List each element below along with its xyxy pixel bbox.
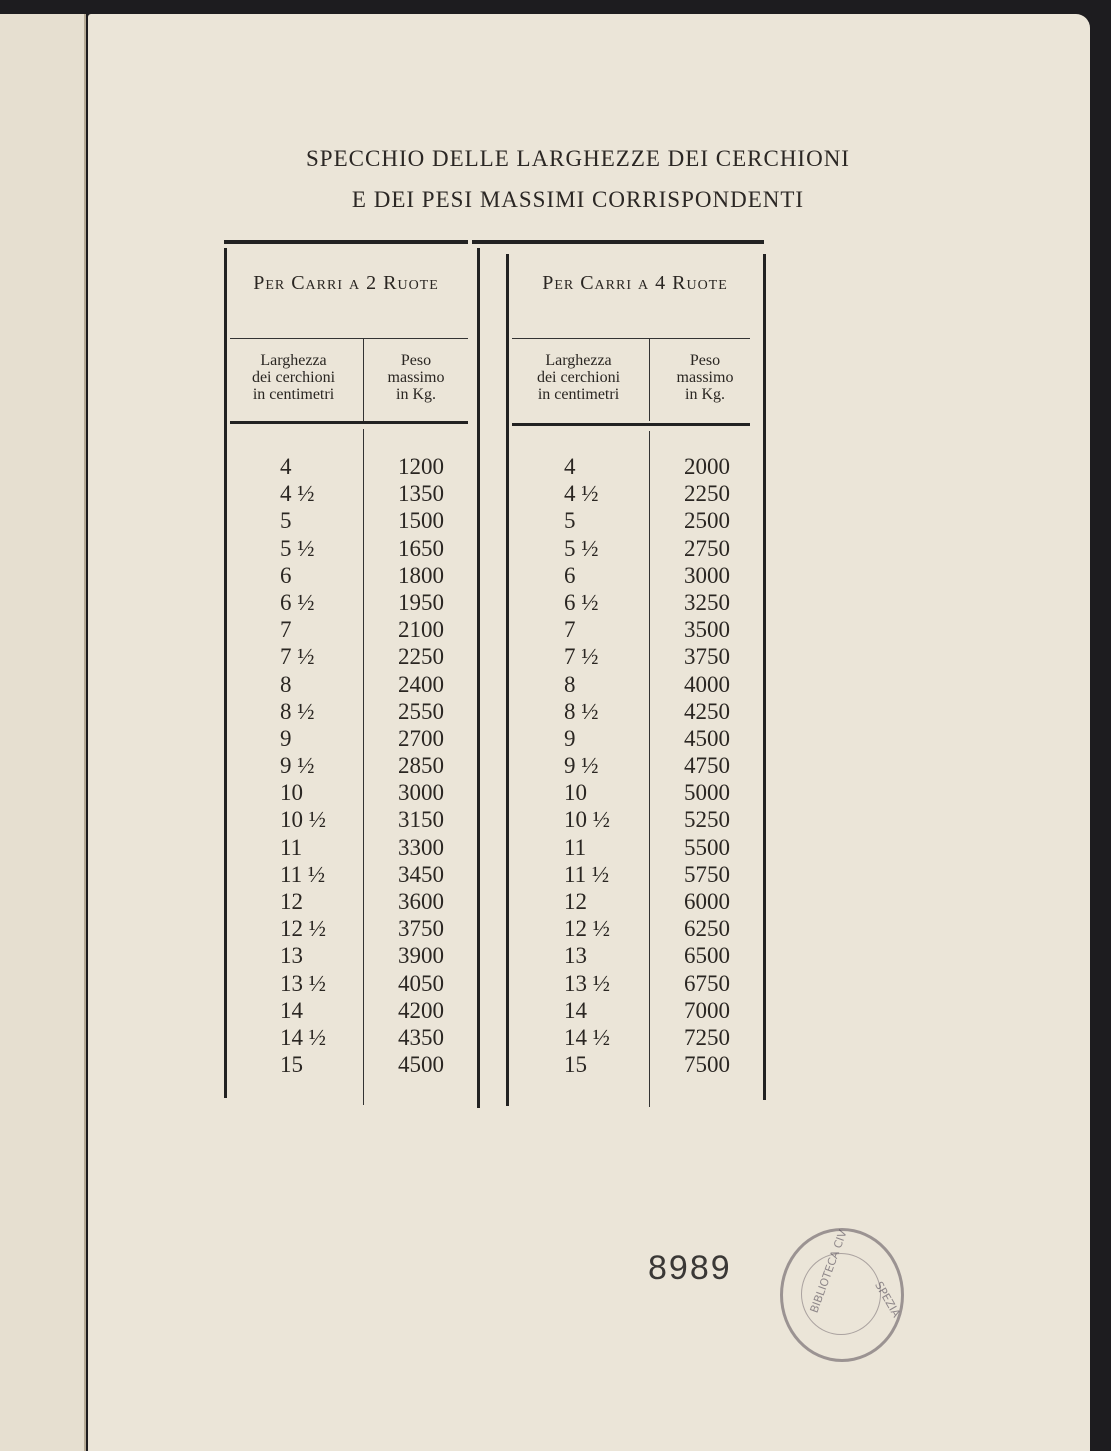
- table-row: [564, 671, 734, 698]
- width-cell: 14 ½: [280, 1024, 326, 1050]
- weight-cell: 6750: [684, 970, 730, 996]
- width-cell: 5: [564, 508, 576, 534]
- width-cell: 15: [564, 1052, 587, 1078]
- table-row: [280, 698, 448, 725]
- table-row: [564, 535, 734, 562]
- weight-cell: 7000: [684, 997, 730, 1023]
- table-row: [280, 562, 448, 589]
- weight-cell: 6250: [684, 916, 730, 942]
- weight-cell: 7500: [684, 1052, 730, 1078]
- table-row: [280, 589, 448, 616]
- width-cell: 9: [280, 725, 292, 751]
- table-row: [280, 834, 448, 861]
- weight-cell: 3750: [398, 916, 444, 942]
- weight-cell: 7250: [684, 1024, 730, 1050]
- stamp-text-1: BIBLIOTECA CIV: [807, 1228, 850, 1315]
- weight-cell: 2700: [398, 725, 444, 751]
- weight-cell: 3500: [684, 617, 730, 643]
- table-row: [564, 1024, 734, 1051]
- width-cell: 9 ½: [280, 753, 315, 779]
- table-row: [564, 480, 734, 507]
- table-row: [280, 970, 448, 997]
- weight-cell: 3250: [684, 589, 730, 615]
- width-cell: 4 ½: [280, 481, 315, 507]
- width-cell: 13 ½: [280, 970, 326, 996]
- table-row: [564, 1051, 734, 1078]
- weight-cell: 2100: [398, 617, 444, 643]
- width-cell: 8: [564, 671, 576, 697]
- column-header-width: Larghezza dei cerchioni in centimetri: [536, 352, 621, 403]
- weight-cell: 3150: [398, 807, 444, 833]
- table-row: [280, 942, 448, 969]
- width-cell: 11 ½: [280, 861, 326, 887]
- table-row: [280, 997, 448, 1024]
- width-cell: 10: [564, 780, 587, 806]
- table-row: [280, 888, 448, 915]
- column-header-width: Larghezza dei cerchioni in centimetri: [251, 352, 336, 403]
- section-title-four-wheels: Per Carri a 4 Ruote: [542, 272, 728, 294]
- table-row: [564, 942, 734, 969]
- table-row: [564, 453, 734, 480]
- table-row: [564, 888, 734, 915]
- width-cell: 13: [564, 943, 587, 969]
- table-row: [280, 643, 448, 670]
- weight-cell: 4000: [684, 671, 730, 697]
- weight-cell: 2250: [398, 644, 444, 670]
- weight-cell: 4200: [398, 997, 444, 1023]
- table-row: [564, 616, 734, 643]
- weight-cell: 1200: [398, 454, 444, 479]
- table-row: [564, 562, 734, 589]
- width-cell: 7: [564, 617, 576, 643]
- table-right-border: [763, 254, 766, 1100]
- rows-two-wheels: [280, 453, 448, 1078]
- width-cell: 5 ½: [564, 535, 599, 561]
- weight-cell: 3900: [398, 943, 444, 969]
- weight-cell: 4350: [398, 1024, 444, 1050]
- table-row: [564, 752, 734, 779]
- weight-cell: 2250: [684, 481, 730, 507]
- width-cell: 7 ½: [280, 644, 315, 670]
- weight-cell: 1950: [398, 589, 444, 615]
- weight-cell: 2550: [398, 698, 444, 724]
- width-cell: 11: [280, 834, 303, 860]
- rows-four-wheels: [564, 453, 734, 1078]
- weight-cell: 6500: [684, 943, 730, 969]
- document-title-line-1: SPECCHIO DELLE LARGHEZZE DEI CERCHIONI: [306, 146, 850, 171]
- table-row: [564, 997, 734, 1024]
- width-cell: 12: [564, 889, 587, 914]
- width-cell: 11 ½: [564, 861, 610, 887]
- width-cell: 4: [564, 454, 576, 479]
- table-row: [280, 535, 448, 562]
- table-row: [564, 861, 734, 888]
- weight-cell: 1800: [398, 562, 444, 588]
- shelfmark-number: 8989: [648, 1249, 732, 1287]
- weight-cell: 3750: [684, 644, 730, 670]
- table-row: [564, 970, 734, 997]
- width-cell: 8 ½: [564, 698, 599, 724]
- width-cell: 14: [564, 997, 587, 1023]
- width-cell: 12: [280, 889, 303, 914]
- header-bottom-rule: [230, 421, 468, 424]
- weight-cell: 5500: [684, 834, 730, 860]
- table-row: [280, 752, 448, 779]
- width-cell: 6: [280, 562, 292, 588]
- width-cell: 10: [280, 780, 303, 806]
- table-row: [280, 507, 448, 534]
- table-row: [280, 779, 448, 806]
- width-cell: 6 ½: [564, 589, 599, 615]
- table-row: [280, 1051, 448, 1078]
- width-cell: 8: [280, 671, 292, 697]
- table-row: [564, 834, 734, 861]
- width-cell: 5: [280, 508, 292, 534]
- weight-cell: 3000: [684, 562, 730, 588]
- table-row: [564, 806, 734, 833]
- width-cell: 15: [280, 1052, 303, 1078]
- weight-cell: 3300: [398, 834, 444, 860]
- table-top-rule: [224, 240, 468, 244]
- table-right-border: [477, 248, 480, 1108]
- table-row: [280, 480, 448, 507]
- width-cell: 10 ½: [564, 807, 610, 833]
- width-cell: 5 ½: [280, 535, 315, 561]
- stamp-text-2: SPEZIA: [872, 1279, 903, 1320]
- weight-cell: 3450: [398, 861, 444, 887]
- header-bottom-rule: [512, 423, 750, 426]
- width-cell: 7: [280, 617, 292, 643]
- table-row: [564, 643, 734, 670]
- table-row: [564, 589, 734, 616]
- width-cell: 4 ½: [564, 481, 599, 507]
- table-row: [280, 861, 448, 888]
- weight-cell: 1500: [398, 508, 444, 534]
- width-cell: 6: [564, 562, 576, 588]
- column-header-weight: Peso massimo in Kg.: [387, 352, 445, 403]
- width-cell: 13 ½: [564, 970, 610, 996]
- width-cell: 9: [564, 725, 576, 751]
- table-row: [280, 806, 448, 833]
- table-row: [564, 507, 734, 534]
- weight-cell: 5000: [684, 780, 730, 806]
- width-cell: 14: [280, 997, 303, 1023]
- table-row: [564, 915, 734, 942]
- width-cell: 7 ½: [564, 644, 599, 670]
- table-row: [564, 779, 734, 806]
- weight-cell: 3000: [398, 780, 444, 806]
- width-cell: 12 ½: [280, 916, 326, 942]
- width-cell: 11: [564, 834, 587, 860]
- table-row: [564, 698, 734, 725]
- column-header-weight: Peso massimo in Kg.: [676, 352, 734, 403]
- table-row: [280, 1024, 448, 1051]
- section-title-two-wheels: Per Carri a 2 Ruote: [253, 272, 439, 294]
- header-rule: [512, 338, 750, 339]
- width-cell: 8 ½: [280, 698, 315, 724]
- facing-page-edge: [0, 14, 86, 1451]
- table-row: [280, 616, 448, 643]
- table-row: [280, 453, 448, 480]
- weight-cell: 4050: [398, 970, 444, 996]
- weight-cell: 4500: [398, 1052, 444, 1078]
- document-title-line-2: E DEI PESI MASSIMI CORRISPONDENTI: [351, 187, 805, 212]
- weight-cell: 1650: [398, 535, 444, 561]
- weight-cell: 4500: [684, 725, 730, 751]
- weight-cell: 2000: [684, 454, 730, 479]
- width-cell: 13: [280, 943, 303, 969]
- table-row: [564, 725, 734, 752]
- weight-cell: 4750: [684, 753, 730, 779]
- weight-cell: 2500: [684, 508, 730, 534]
- width-cell: 9 ½: [564, 753, 599, 779]
- library-stamp: [780, 1228, 904, 1362]
- width-cell: 4: [280, 454, 292, 479]
- header-rule: [230, 338, 468, 339]
- weight-cell: 6000: [684, 889, 730, 914]
- weight-cell: 2400: [398, 671, 444, 697]
- table-row: [280, 915, 448, 942]
- weight-cell: 1350: [398, 481, 444, 507]
- weight-cell: 2750: [684, 535, 730, 561]
- weight-cell: 5750: [684, 861, 730, 887]
- width-cell: 10 ½: [280, 807, 326, 833]
- width-cell: 14 ½: [564, 1024, 610, 1050]
- width-cell: 6 ½: [280, 589, 315, 615]
- table-row: [280, 725, 448, 752]
- width-cell: 12 ½: [564, 916, 610, 942]
- table-top-rule: [472, 240, 764, 244]
- weight-cell: 3600: [398, 889, 444, 914]
- weight-cell: 2850: [398, 753, 444, 779]
- weight-cell: 5250: [684, 807, 730, 833]
- table-row: [280, 671, 448, 698]
- weight-cell: 4250: [684, 698, 730, 724]
- document-page: [88, 14, 1090, 1451]
